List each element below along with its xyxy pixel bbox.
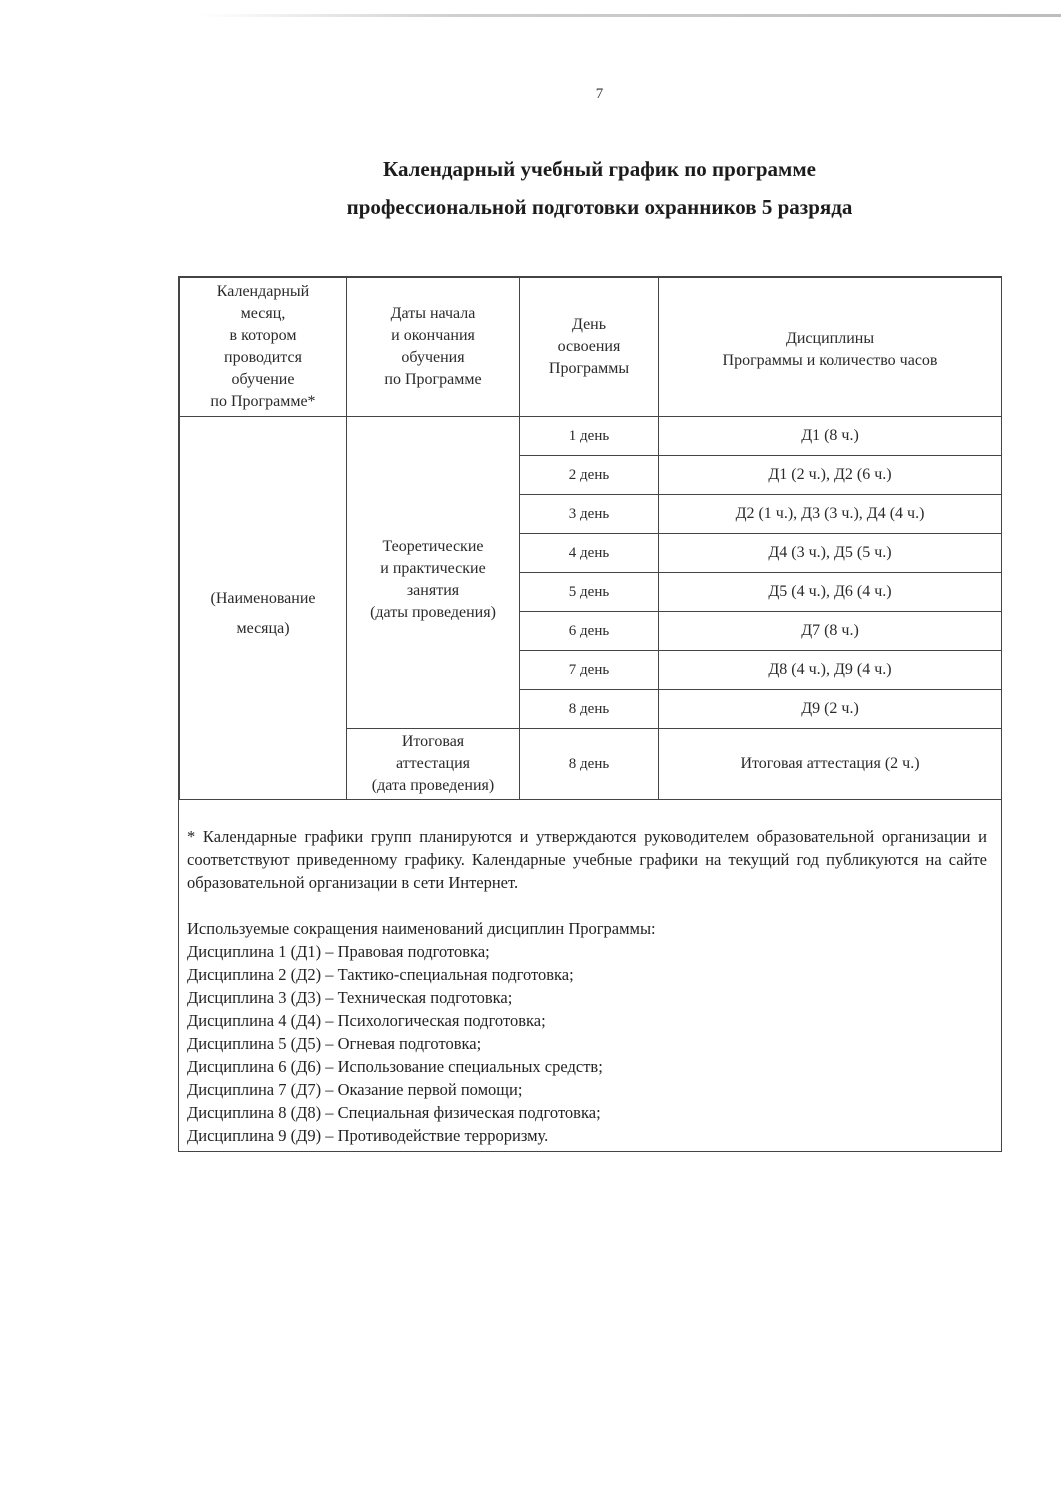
abbreviations-list — [187, 940, 987, 1147]
table-header-row — [180, 278, 1002, 417]
notes-section — [187, 825, 987, 1147]
program-day: 4 день — [520, 534, 659, 573]
schedule-frame — [178, 276, 1002, 1152]
theory-practice-label: Теоретические и практические занятия (даты проведения) — [370, 537, 496, 621]
disciplines-hours: Д2 (1 ч.), Д3 (3 ч.), Д4 (4 ч.) — [659, 495, 1002, 534]
abbreviation-item: Дисциплина 8 (Д8) – Специальная физическая подготовка; — [187, 1103, 601, 1122]
abbreviation-item: Дисциплина 2 (Д2) – Тактико-специальная подготовка; — [187, 965, 574, 984]
program-day: 8 день — [520, 690, 659, 729]
month-cell — [180, 417, 347, 800]
page-number: 7 — [595, 86, 604, 102]
abbreviations-intro: Используемые сокращения наименований дисциплин Программы: — [187, 919, 656, 938]
table-row — [180, 417, 1002, 456]
program-day: 7 день — [520, 651, 659, 690]
program-day: 6 день — [520, 612, 659, 651]
disciplines-hours: Д1 (8 ч.) — [659, 417, 1002, 456]
theory-practice-cell — [347, 417, 520, 729]
header-program-day: День освоения Программы — [520, 278, 659, 417]
attestation-label: Итоговая аттестация (дата проведения) — [347, 729, 520, 800]
disciplines-hours: Д9 (2 ч.) — [659, 690, 1002, 729]
abbreviation-item: Дисциплина 9 (Д9) – Противодействие терроризму. — [187, 1126, 549, 1145]
disciplines-hours: Д4 (3 ч.), Д5 (5 ч.) — [659, 534, 1002, 573]
disciplines-hours: Д5 (4 ч.), Д6 (4 ч.) — [659, 573, 1002, 612]
disciplines-hours: Д7 (8 ч.) — [659, 612, 1002, 651]
abbreviation-item: Дисциплина 6 (Д6) – Использование специальных средств; — [187, 1057, 603, 1076]
footnote: * Календарные графики групп планируются и утверждаются руководителем образовательной организации и соответствуют приведенному графику. Календарные учебные графики на текущий год публикуются на сайте образовательной организации в сети Интернет. — [187, 827, 987, 892]
disciplines-hours: Д1 (2 ч.), Д2 (6 ч.) — [659, 456, 1002, 495]
disciplines-hours: Д8 (4 ч.), Д9 (4 ч.) — [659, 651, 1002, 690]
attestation-hours: Итоговая аттестация (2 ч.) — [659, 729, 1002, 800]
abbreviation-item: Дисциплина 3 (Д3) – Техническая подготовка; — [187, 988, 513, 1007]
schedule-table — [179, 277, 1002, 800]
abbreviation-item: Дисциплина 4 (Д4) – Психологическая подготовка; — [187, 1011, 546, 1030]
abbreviation-item: Дисциплина 1 (Д1) – Правовая подготовка; — [187, 942, 490, 961]
header-calendar-month: Календарный месяц, в котором проводится обучение по Программе* — [180, 278, 347, 417]
scan-edge-line — [200, 14, 1061, 17]
title-line-2: профессиональной подготовки охранников 5 разряда — [346, 195, 853, 219]
program-day: 1 день — [520, 417, 659, 456]
title-line-1: Календарный учебный график по программе — [383, 157, 816, 181]
abbreviation-item: Дисциплина 7 (Д7) – Оказание первой помощи; — [187, 1080, 523, 1099]
month-name-placeholder: (Наименование месяца) — [210, 590, 316, 637]
program-day: 2 день — [520, 456, 659, 495]
program-day: 5 день — [520, 573, 659, 612]
abbreviation-item: Дисциплина 5 (Д5) – Огневая подготовка; — [187, 1034, 482, 1053]
program-day: 3 день — [520, 495, 659, 534]
header-disciplines: Дисциплины Программы и количество часов — [659, 278, 1002, 417]
attestation-day: 8 день — [520, 729, 659, 800]
header-start-end-dates: Даты начала и окончания обучения по Программе — [347, 278, 520, 417]
page-title — [69, 150, 1061, 226]
